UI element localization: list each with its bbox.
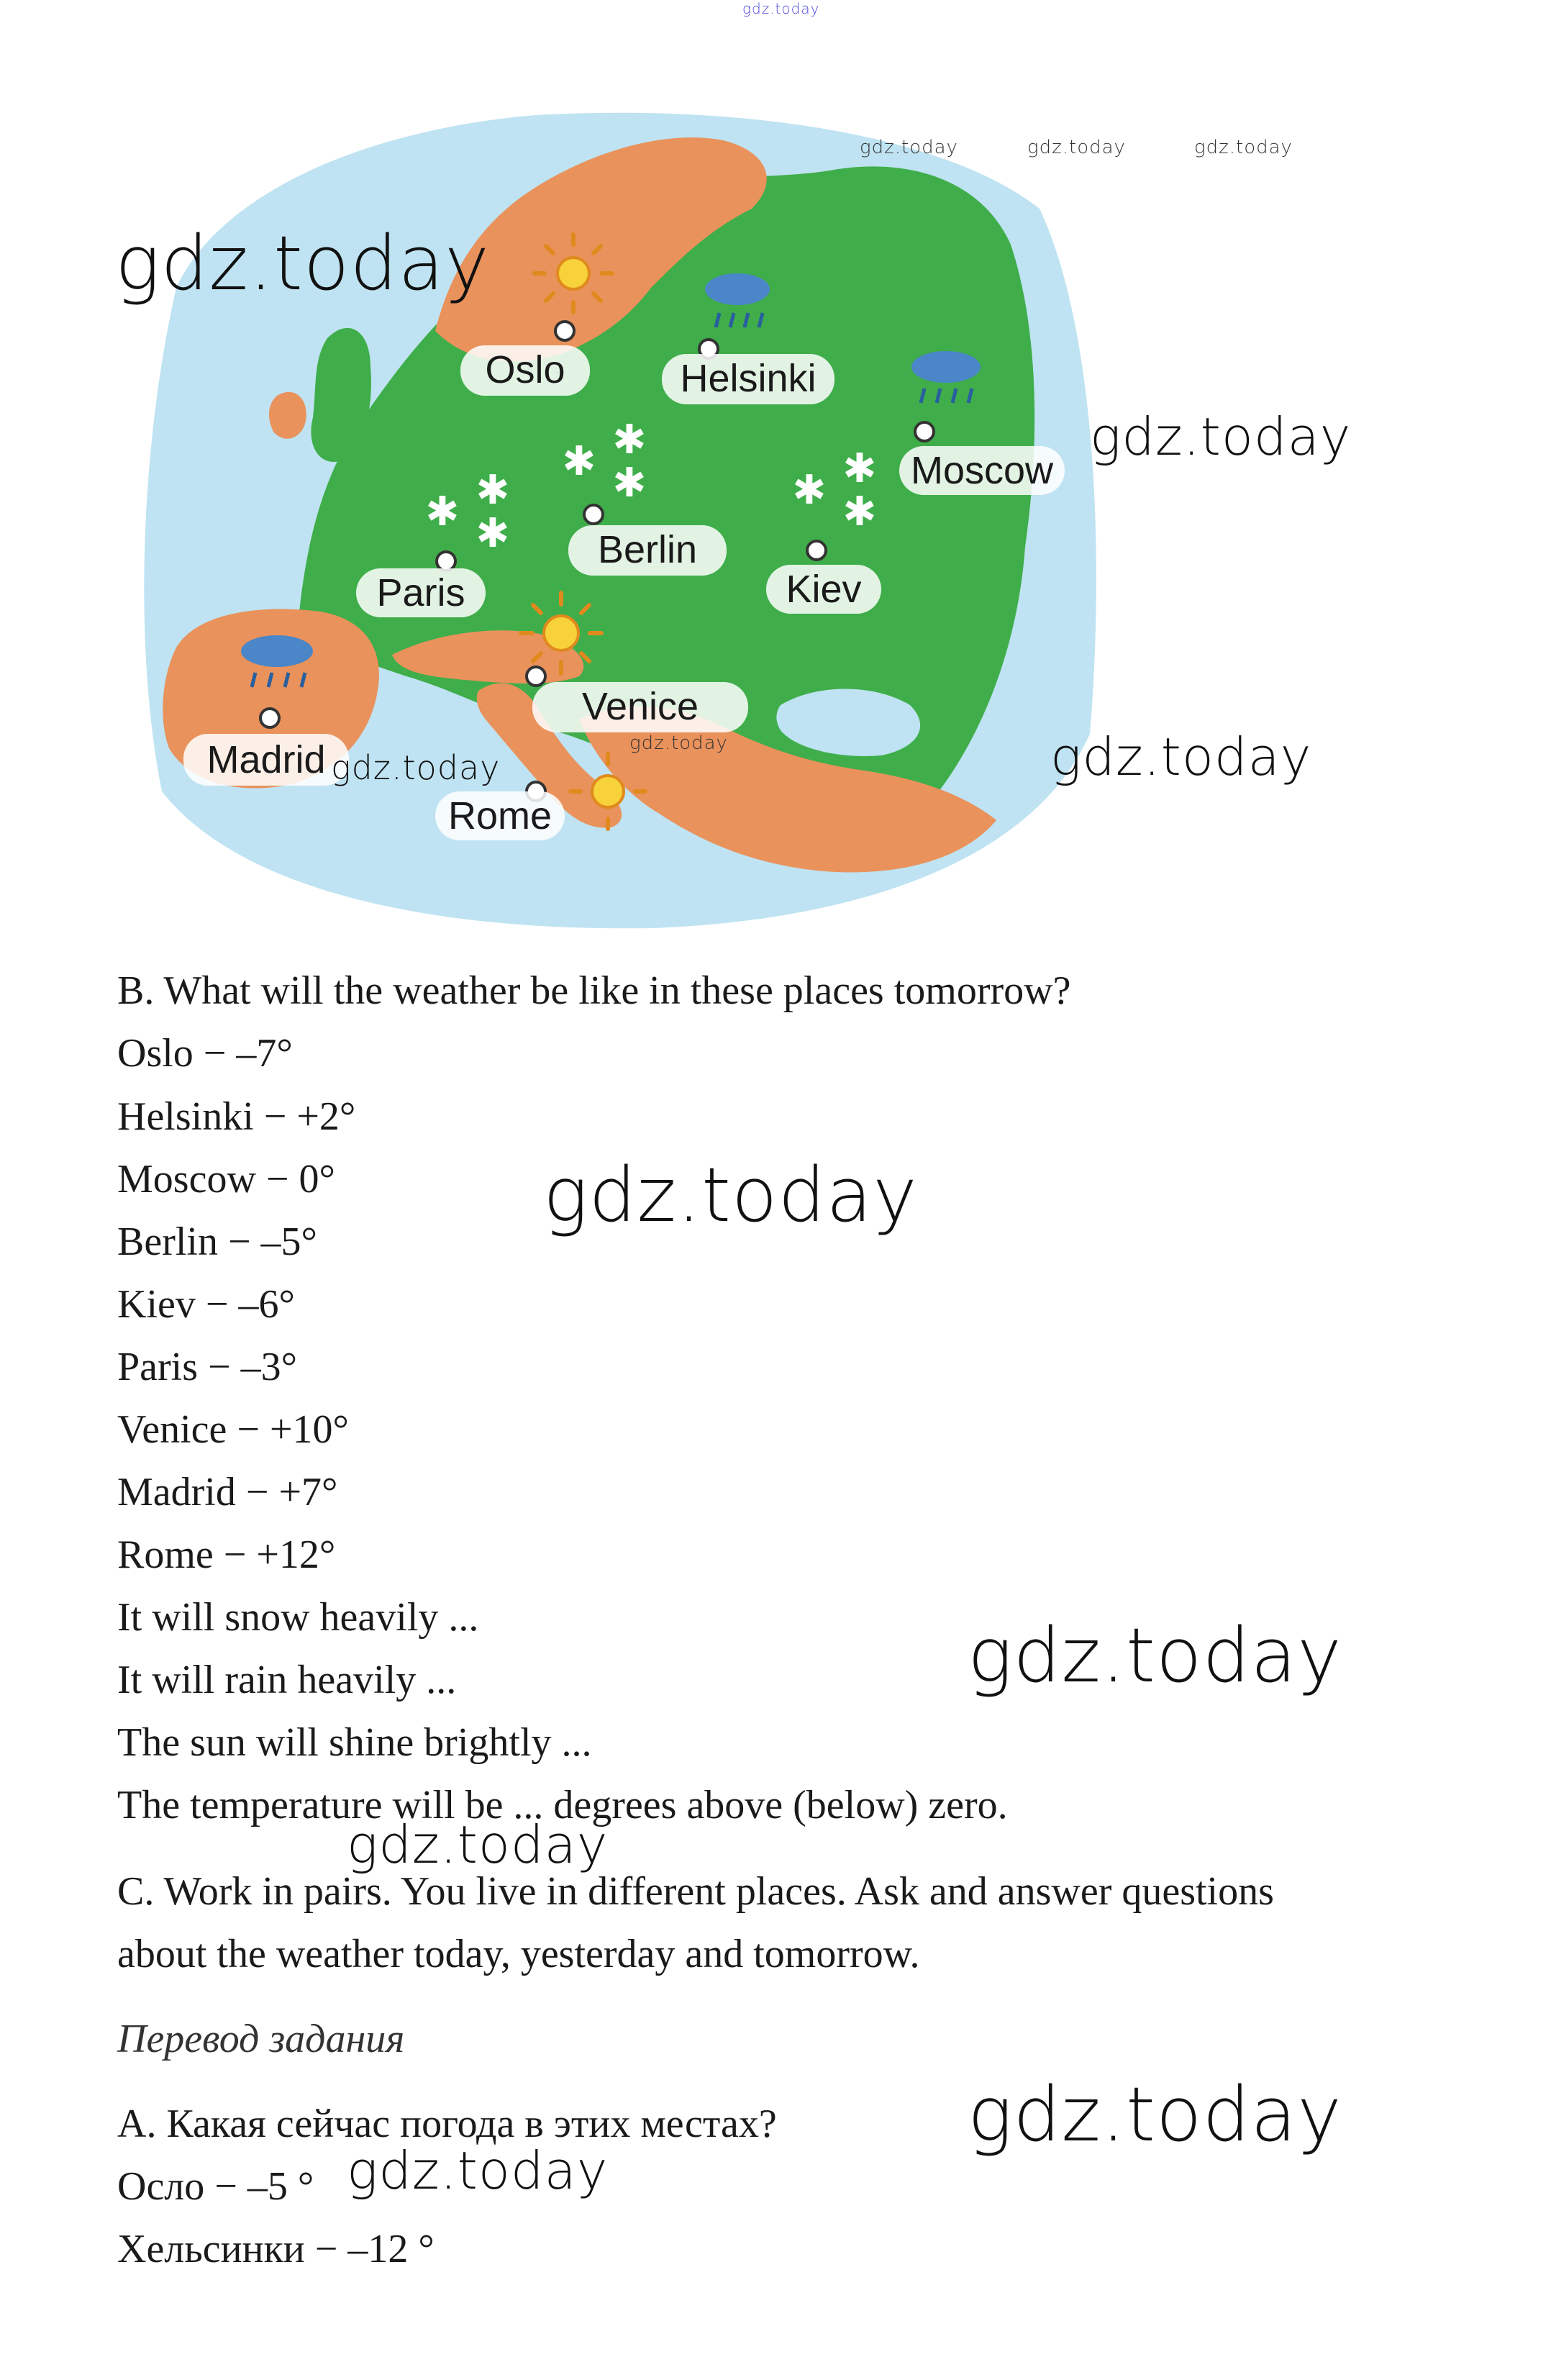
watermark-medium: gdz.today <box>1090 406 1352 467</box>
city-label-moscow: Moscow <box>910 449 1054 492</box>
temperature-line: Oslo − –7° <box>117 1031 293 1076</box>
watermark-small: gdz.today <box>860 137 958 158</box>
watermark-medium: gdz.today <box>347 2140 609 2201</box>
translation-line: Хельсинки − –12 ° <box>117 2227 435 2271</box>
svg-text:✱: ✱ <box>842 445 877 492</box>
svg-text:✱: ✱ <box>476 510 510 557</box>
translation-line: Осло − –5 ° <box>117 2164 314 2209</box>
temperature-line: Paris − –3° <box>117 1345 297 1389</box>
temperature-line: Berlin − –5° <box>117 1219 317 1264</box>
temperature-line: Madrid − +7° <box>117 1470 338 1514</box>
city-label-helsinki: Helsinki <box>680 357 817 400</box>
city-marker-venice <box>527 667 545 686</box>
translation-question: А. Какая сейчас погода в этих местах? <box>117 2102 777 2146</box>
city-label-madrid: Madrid <box>206 738 326 781</box>
city-marker-madrid <box>260 709 279 727</box>
phrase-line: It will rain heavily ... <box>117 1658 457 1702</box>
city-marker-paris <box>437 552 455 571</box>
svg-text:✱: ✱ <box>425 489 460 535</box>
svg-text:✱: ✱ <box>792 467 827 514</box>
svg-text:✱: ✱ <box>476 467 510 514</box>
top-watermark: gdz.today <box>742 0 820 17</box>
city-marker-oslo <box>555 322 574 340</box>
temperature-line: Moscow − 0° <box>117 1157 335 1202</box>
watermark-medium: gdz.today <box>331 748 501 787</box>
sun-icon-venice <box>521 593 601 673</box>
city-label-kiev: Kiev <box>786 568 862 611</box>
city-marker-kiev <box>807 541 826 560</box>
svg-text:✱: ✱ <box>612 417 647 463</box>
land-ireland <box>269 392 306 439</box>
exercise-c-line: C. Work in pairs. You live in different places. Ask and answer questions <box>117 1869 1274 1914</box>
watermark-small: gdz.today <box>629 732 728 754</box>
svg-text:✱: ✱ <box>612 460 647 507</box>
city-marker-berlin <box>584 505 603 524</box>
watermark-medium: gdz.today <box>347 1814 609 1875</box>
temperature-line: Rome − +12° <box>117 1532 336 1577</box>
city-label-oslo: Oslo <box>485 348 565 391</box>
watermark-large: gdz.today <box>543 1151 918 1239</box>
city-label-paris: Paris <box>376 571 465 614</box>
phrase-line: It will snow heavily ... <box>117 1595 479 1640</box>
watermark-small: gdz.today <box>1194 137 1293 158</box>
phrase-line: The sun will shine brightly ... <box>117 1720 592 1765</box>
watermark-large: gdz.today <box>968 1612 1342 1699</box>
city-label-rome: Rome <box>447 794 552 837</box>
translation-heading: Перевод задания <box>117 2017 405 2061</box>
city-label-venice: Venice <box>581 685 699 728</box>
watermark-large: gdz.today <box>968 2071 1342 2158</box>
watermark-small: gdz.today <box>1027 137 1126 158</box>
temperature-line: Kiev − –6° <box>117 1282 295 1327</box>
city-marker-moscow <box>915 422 934 441</box>
svg-text:✱: ✱ <box>562 438 596 485</box>
svg-text:✱: ✱ <box>842 489 877 535</box>
watermark-medium: gdz.today <box>1050 727 1312 787</box>
temperature-line: Helsinki − +2° <box>117 1094 356 1139</box>
exercise-b-question: B. What will the weather be like in these places tomorrow? <box>117 968 1071 1013</box>
sun-icon-oslo <box>535 235 612 312</box>
watermark-large: gdz.today <box>115 219 490 307</box>
exercise-c-line: about the weather today, yesterday and tomorrow. <box>117 1932 920 1976</box>
temperature-line: Venice − +10° <box>117 1407 349 1452</box>
phrase-line: The temperature will be ... degrees above (below) zero. <box>117 1783 1008 1827</box>
city-label-berlin: Berlin <box>597 528 698 571</box>
